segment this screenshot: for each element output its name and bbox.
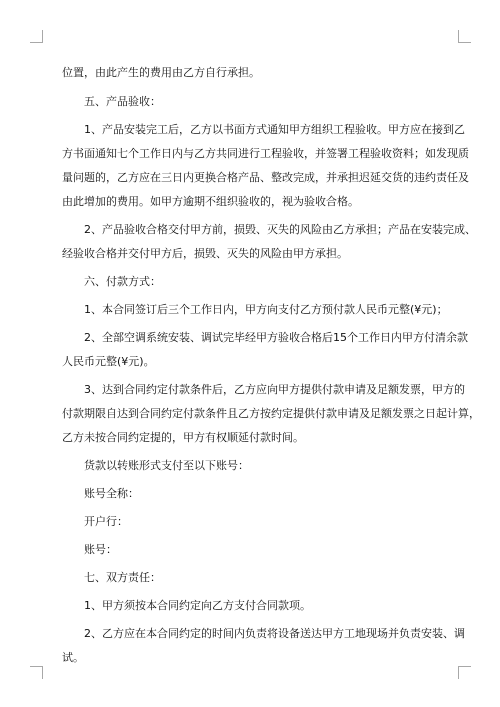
body-line: 乙方未按合同约定提的，甲方有权顺延付款时间。 (62, 431, 304, 444)
body-line: 由此增加的费用。如甲方逾期不组织验收的，视为验收合格。 (62, 195, 359, 208)
body-line: 3、达到合同约定付款条件后，乙方应向甲方提供付款申请及足额发票，甲方的 (84, 383, 465, 396)
paragraph-responsibility-2 (62, 622, 465, 670)
paragraph-payment-1 (62, 298, 448, 322)
paragraph-cost-bearing (62, 61, 440, 85)
body-line: 试。 (62, 651, 84, 664)
paragraph-payment-2 (62, 326, 468, 374)
body-line: 2、全部空调系统安装、调试完毕经甲方验收合格后15个工作日内甲方付清余款 (84, 331, 468, 344)
paragraph-transfer-account (62, 454, 440, 478)
paragraph-payment-3 (62, 378, 480, 450)
section-heading-acceptance (62, 90, 440, 114)
body-line: 位置，由此产生的费用由乙方自行承担。 (62, 66, 260, 79)
paragraph-acceptance-1 (62, 118, 469, 214)
body-line: 人民币元整(¥元)。 (62, 355, 155, 368)
crop-mark-top-right (458, 30, 471, 43)
crop-mark-bottom-right (458, 666, 471, 679)
body-line: 经验收合格并交付甲方后，损毁、灭失的风险由甲方承担。 (62, 247, 348, 260)
heading-line: 六、付款方式： (84, 275, 161, 288)
body-line: 量问题的，乙方应在三日内更换合格产品、整改完成，并承担迟延交货的违约责任及 (62, 171, 469, 184)
section-heading-payment (62, 270, 440, 294)
heading-line: 五、产品验收： (84, 95, 161, 108)
paragraph-acceptance-2 (62, 218, 476, 266)
field-label: 账号： (84, 543, 117, 556)
body-line: 付款期限自达到合同约定付款条件且乙方按约定提供付款申请及足额发票之日起计算， (62, 407, 480, 420)
body-line: 1、产品安装完工后，乙方以书面方式通知甲方组织工程验收。甲方应在接到乙 (84, 123, 465, 136)
body-line: 方书面通知七个工作日内与乙方共同进行工程验收，并签署工程验收资料；如发现质 (62, 147, 469, 160)
crop-mark-bottom-left (30, 666, 43, 679)
field-label: 账号全称： (84, 487, 139, 500)
field-label: 开户行： (84, 515, 128, 528)
crop-mark-top-left (30, 30, 43, 43)
body-line: 2、乙方应在本合同约定的时间内负责将设备送达甲方工地现场并负责安装、调 (84, 627, 465, 640)
body-line: 1、甲方须按本合同约定向乙方支付合同款项。 (84, 599, 311, 612)
heading-line: 七、双方责任： (84, 571, 161, 584)
field-account-name (62, 482, 440, 506)
paragraph-responsibility-1 (62, 594, 440, 618)
section-heading-responsibilities (62, 566, 440, 590)
body-line: 货款以转账形式支付至以下账号： (84, 459, 249, 472)
body-line: 2、产品验收合格交付甲方前，损毁、灭失的风险由乙方承担；产品在安装完成、 (84, 223, 476, 236)
field-bank (62, 510, 440, 534)
field-account-number (62, 538, 440, 562)
body-line: 1、本合同签订后三个工作日内，甲方向支付乙方预付款人民币元整(¥元)； (84, 303, 448, 316)
document-body (62, 61, 480, 670)
